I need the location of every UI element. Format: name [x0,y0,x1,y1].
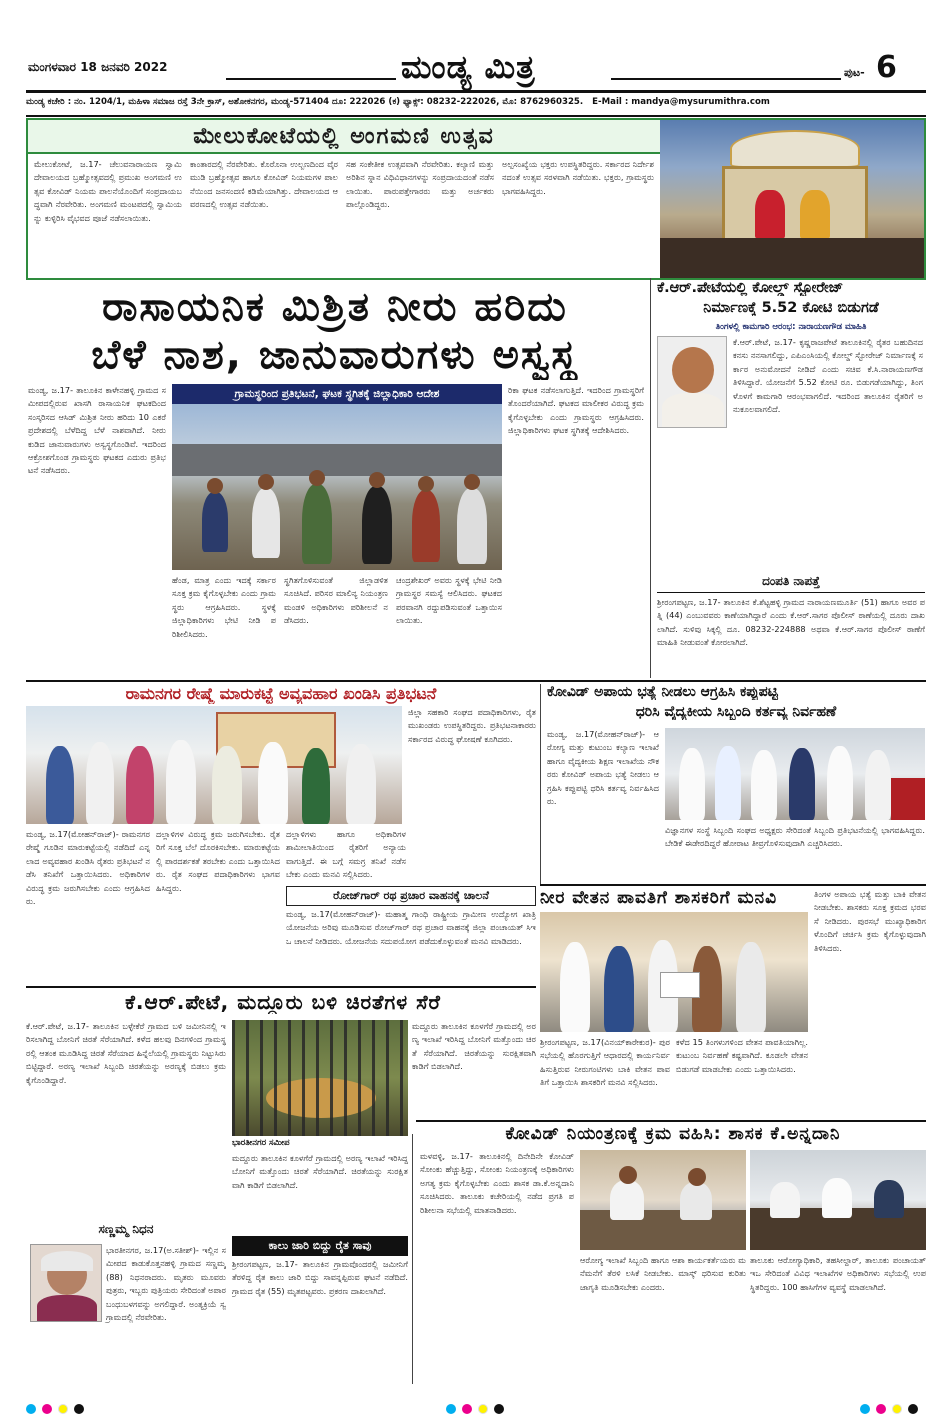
cold-storage-headline-2: ನಿರ್ಮಾಣಕ್ಕೆ 5.52 ಕೋಟಿ ಬಿಡುಗಡೆ [703,300,879,316]
registration-dot [26,1404,36,1414]
ramanagara-col-3: ದಲ್ಲಾಳಿಗಳು ಹಾಗೂ ಅಧಿಕಾರಿಗಳ ಶಾಮೀಲಾತಿಯಿಂದ ರೈತರಿಗೆ ಅನ್ಯಾಯವಾಗುತ್ತಿದೆ. ಈ ಬಗ್ಗೆ ಸಮಗ್ರ ತನಿಖೆ ನಡೆಸಬೇಕು ಎಂದು ಮನವಿ ಸಲ್ಲಿಸಿದರು. [286,829,406,880]
paper-name: ಮಂಡ್ಯ ಮಿತ್ರ [401,48,536,86]
registration-dot [446,1404,456,1414]
covid-staff-col-1: ಮಂಡ್ಯ, ಜ.17(ಮೋಹನ್‌ರಾಜ್)- ಆರೋಗ್ಯ ಮತ್ತು ಕುಟುಂಬ ಕಲ್ಯಾಣ ಇಲಾಖೆ ಹಾಗೂ ವೈದ್ಯಕೀಯ ಶಿಕ್ಷಣ ಇಲಾಖೆಯ ನೌಕರರು ಕೋವಿಡ್ ಅಪಾಯ ಭತ್ಯೆ ನೀಡಲು ಆಗ್ರಹಿಸಿ ಕಪ್ಪುಪಟ್ಟಿ ಧರಿಸಿ ಕರ್ತವ್ಯ ನಿರ್ವಹಿಸಿದರು. [547,729,659,807]
caged-leopard-photo [232,1020,408,1136]
leopard-body: ಕೆ.ಆರ್.ಪೇಟೆ, ಜ.17- ತಾಲೂಕಿನ ಬಳ್ಳೇಕೆರೆ ಗ್ರಾಮದ ಬಳಿ ಜಮೀನಿನಲ್ಲಿ ಇರಿಸಲಾಗಿದ್ದ ಬೋನಿಗೆ ಚಿರತೆ ಸೆರೆಯಾಗಿದೆ. ಕಳೆದ ಹಲವು ದಿನಗಳಿಂದ ಗ್ರಾಮಸ್ಥರಲ್ಲಿ ಆತಂಕ ಮೂಡಿಸಿದ್ದ ಚಿರತೆ ಸೆರೆಯಾದ ಹಿನ್ನೆಲೆಯಲ್ಲಿ ಗ್ರಾಮಸ್ಥರು ನಿಟ್ಟುಸಿರು ಬಿಟ್ಟಿದ್ದಾರೆ. ಅರಣ್ಯ ಇಲಾಖೆ ಸಿಬ್ಬಂದಿ ಚಿರತೆಯನ್ನು ಅರಣ್ಯಕ್ಕೆ ಬಿಡಲು ಕ್ರಮ ಕೈಗೊಂಡಿದ್ದಾರೆ. [26,1021,226,1085]
covid-staff-article [540,684,926,884]
masthead [26,20,926,100]
registration-dot [74,1404,84,1414]
issue-date: ಮಂಗಳವಾರ 18 ಜನವರಿ 2022 [28,60,168,74]
registration-marks-right [860,1404,918,1414]
office-address-line [26,97,926,115]
registration-dot [876,1404,886,1414]
registration-dot [42,1404,52,1414]
registration-dot [860,1404,870,1414]
protest-crowd-photo [172,404,502,570]
mla-meeting-photo-1 [580,1150,746,1250]
ramanagara-col-1: ಮಂಡ್ಯ, ಜ.17(ಮೋಹನ್‌ರಾಜ್)- ರಾಮನಗರ ರೇಷ್ಮೆ ಗೂಡಿನ ಮಾರುಕಟ್ಟೆಯಲ್ಲಿ ನಡೆದಿದೆ ಎನ್ನಲಾದ ಅವ್ಯವಹಾರ ಖಂಡಿಸಿ ರೈತರು ಪ್ರತಿಭಟನೆ ನಡೆಸಿ ತನಿಖೆಗೆ ಒತ್ತಾಯಿಸಿದರು. ಅಧಿಕಾರಿಗಳ ವಿರುದ್ಧ ಕ್ರಮ ಜರುಗಿಸಬೇಕು ಎಂದು ಆಗ್ರಹಿಸಿದರು. [26,829,150,907]
couple-missing-headline: ದಂಪತಿ ನಾಪತ್ತೆ [762,574,820,588]
ramanagara-headline: ರಾಮನಗರ ರೇಷ್ಮೆ ಮಾರುಕಟ್ಟೆ ಅವ್ಯವಹಾರ ಖಂಡಿಸಿ ಪ್ರತಿಭಟನೆ [125,684,437,703]
registration-dot [58,1404,68,1414]
melukote-headline: ಮೇಲುಕೋಟೆಯಲ್ಲಿ ಅಂಗಮಣಿ ಉತ್ಸವ [193,123,495,149]
leopard-col-3: ಮದ್ದೂರು ತಾಲೂಕಿನ ಕೂಳಗೆರೆ ಗ್ರಾಮದಲ್ಲಿ ಅರಣ್ಯ ಇಲಾಖೆ ಇರಿಸಿದ್ದ ಬೋನಿಗೆ ಮತ್ತೊಂದು ಚಿರತೆ ಸೆರೆಯಾಗಿದೆ. ಚಿರತೆಯನ್ನು ಸುರಕ್ಷಿತವಾಗಿ ಕಾಡಿಗೆ ಬಿಡಲಾಗಿದೆ. [232,1153,408,1190]
ramanagara-col-4: ಜಿಲ್ಲಾ ಸಹಕಾರಿ ಸಂಘದ ಪದಾಧಿಕಾರಿಗಳು, ರೈತ ಮುಖಂಡರು ಉಪಸ್ಥಿತರಿದ್ದರು. ಪ್ರತಿಭಟನಾಕಾರರು ಸರ್ಕಾರದ ವಿರುದ್ಧ ಘೋಷಣೆ ಕೂಗಿದರು. [408,707,536,744]
chemical-col-low-1: ಹೆಂಡ, ಮಾತ್ರ ಎಂದು ಇದಕ್ಕೆ ಸರ್ಕಾರ ಸೂಕ್ತ ಕ್ರಮ ಕೈಗೊಳ್ಳಬೇಕು ಎಂದು ಗ್ರಾಮಸ್ಥರು ಆಗ್ರಹಿಸಿದರು. ಸ್ಥಳಕ್ಕೆ ಜಿಲ್ಲಾಧಿಕಾರಿಗಳು ಭೇಟಿ ನೀಡಿ ಪರಿಶೀಲಿಸಿದರು. [172,575,276,639]
office-address: ಮಂಡ್ಯ ಕಚೇರಿ : ನಂ. 1204/1, ಮಹಿಳಾ ಸಮಾಜ ರಸ್ತೆ 3ನೇ ಕ್ರಾಸ್, ಅಶೋಕನಗರ, ಮಂಡ್ಯ-571404 ದೂ: 222026 (ಕ) ಫ್ಯಾಕ್ಸ್: 08232-222026, ಮೊ: 8762960325. [26,97,584,107]
farmer-death-bar [232,1236,408,1256]
registration-marks-left [26,1404,84,1414]
rozgar-headline: ರೋಜ್‌ಗಾರ್ ರಥ ಪ್ರಚಾರ ವಾಹನಕ್ಕೆ ಚಾಲನೆ [333,889,489,902]
cold-storage-headline-1: ಕೆ.ಆರ್.ಪೇಟೆಯಲ್ಲಿ ಕೋಲ್ಡ್ ಸ್ಟೋರೇಜ್ [657,280,844,296]
wage-headline: ನೀರ ವೇತನ ಪಾವತಿಗೆ ಶಾಸಕರಿಗೆ ಮನವಿ [540,888,778,908]
wage-col-2: ಕಳೆದ 15 ತಿಂಗಳುಗಳಿಂದ ವೇತನ ಪಾವತಿಯಾಗಿಲ್ಲ. ಕುಟುಂಬ ನಿರ್ವಹಣೆ ಕಷ್ಟವಾಗಿದೆ. ಕೂಡಲೇ ವೇತನ ಬಿಡುಗಡೆ ಮಾಡಬೇಕು ಎಂದು ಒತ್ತಾಯಿಸಿದರು. [676,1037,808,1074]
covid-control-headline: ಕೋವಿಡ್ ನಿಯಂತ್ರಣಕ್ಕೆ ಕ್ರಮ ವಹಿಸಿ: ಶಾಸಕ ಕೆ.ಅನ್ನದಾನಿ [505,1124,841,1144]
wage-col-1: ಶ್ರೀರಂಗಪಟ್ಟಣ, ಜ.17(ವಿನಯ್‌ಕಾರೇಕುರ)- ಪುರಸಭೆಯಲ್ಲಿ ಹೊರಗುತ್ತಿಗೆ ಆಧಾರದಲ್ಲಿ ಕಾರ್ಯನಿರ್ವಹಿಸುತ್ತಿರುವ ನೀರುಗಂಟಿಗಳು ಬಾಕಿ ವೇತನ ಪಾವತಿಗೆ ಒತ್ತಾಯಿಸಿ ಶಾಸಕರಿಗೆ ಮನವಿ ಸಲ್ಲಿಸಿದರು. [540,1037,670,1088]
covid-control-col-1: ಮಳವಳ್ಳಿ, ಜ.17- ತಾಲೂಕಿನಲ್ಲಿ ದಿನೇದಿನೇ ಕೋವಿಡ್ ಸೋಂಕು ಹೆಚ್ಚುತ್ತಿದ್ದು, ಸೋಂಕು ನಿಯಂತ್ರಣಕ್ಕೆ ಅಧಿಕಾರಿಗಳು ಅಗತ್ಯ ಕ್ರಮ ಕೈಗೊಳ್ಳಬೇಕು ಎಂದು ಶಾಸಕ ಡಾ.ಕೆ.ಅನ್ನದಾನಿ ಸೂಚಿಸಿದರು. ತಾಲೂಕು ಕಚೇರಿಯಲ್ಲಿ ನಡೆದ ಪ್ರಗತಿ ಪರಿಶೀಲನಾ ಸಭೆಯಲ್ಲಿ ಮಾತನಾಡಿದರು. [420,1151,574,1215]
mla-meeting-photo-2 [750,1150,926,1250]
covid-control-col-3: ತಾಲೂಕು ಆರೋಗ್ಯಾಧಿಕಾರಿ, ತಹಸೀಲ್ದಾರ್, ತಾಲೂಕು ಪಂಚಾಯತ್ ಇಒ ಸೇರಿದಂತೆ ವಿವಿಧ ಇಲಾಖೆಗಳ ಅಧಿಕಾರಿಗಳು ಸಭೆಯಲ್ಲಿ ಉಪಸ್ಥಿತರಿದ್ದರು. 100 ಹಾಸಿಗೆಗಳ ವ್ಯವಸ್ಥೆ ಮಾಡಲಾಗಿದೆ. [750,1255,926,1292]
melukote-col-4: ಅಲ್ಪಸಂಖ್ಯೆಯ ಭಕ್ತರು ಉಪಸ್ಥಿತರಿದ್ದರು. ಸರ್ಕಾರದ ನಿರ್ದೇಶನದಂತೆ ಉತ್ಸವ ಸರಳವಾಗಿ ನಡೆಯಿತು. ಭಕ್ತರು, ಗ್ರಾಮಸ್ಥರು ಭಾಗವಹಿಸಿದ್ದರು. [502,159,654,196]
chemical-subhead-text: ಗ್ರಾಮಸ್ಥರಿಂದ ಪ್ರತಿಭಟನೆ, ಘಟಕ ಸ್ಥಗಿತಕ್ಕೆ ಜಿಲ್ಲಾಧಿಕಾರಿ ಆದೇಶ [234,387,440,400]
melukote-col-2: ಕಾಂತಾರದಲ್ಲಿ ನೆರವೇರಿತು. ಕೊರೊನಾ ಉಲ್ಬಣದಿಂದ ವೈರಮುಡಿ ಬ್ರಹ್ಮೋತ್ಸವ ಹಾಗೂ ಕೋವಿಡ್ ನಿಯಮಗಳ ಪಾಲನೆಯಿಂದ ಜನಸಂದಣಿ ಕಡಿಮೆಯಾಗಿತ್ತು. ದೇವಾಲಯದ ಆವರಣದಲ್ಲಿ ಉತ್ಸವ ನಡೆಯಿತು. [190,159,338,210]
covid-staff-headline-1: ಕೋವಿಡ್ ಅಪಾಯ ಭತ್ಯೆ ನೀಡಲು ಆಗ್ರಹಿಸಿ ಕಪ್ಪುಪಟ್ಟಿ [547,684,778,700]
leopard-col-2: ಮದ್ದೂರು ತಾಲೂಕಿನ ಕೂಳಗೆರೆ ಗ್ರಾಮದಲ್ಲಿ ಅರಣ್ಯ ಇಲಾಖೆ ಇರಿಸಿದ್ದ ಬೋನಿಗೆ ಮತ್ತೊಂದು ಚಿರತೆ ಸೆರೆಯಾಗಿದೆ. ಚಿರತೆಯನ್ನು ಸುರಕ್ಷಿತವಾಗಿ ಕಾಡಿಗೆ ಬಿಡಲಾಗಿದೆ. [412,1021,536,1072]
leopard-headline: ಕೆ.ಆರ್.ಪೇಟೆ, ಮದ್ದೂರು ಬಳಿ ಚಿರತೆಗಳ ಸೆರೆ [125,990,441,1014]
couple-missing-body: ಶ್ರೀರಂಗಪಟ್ಟಣ, ಜ.17- ತಾಲೂಕಿನ ಕೆ.ಶೆಟ್ಟಹಳ್ಳಿ ಗ್ರಾಮದ ನಾರಾಯಣಮೂರ್ತಿ (51) ಹಾಗೂ ಅವರ ಪತ್ನಿ (44) ಎಂಬುವವರು ಕಾಣೆಯಾಗಿದ್ದಾರೆ ಎಂದು ಕೆ.ಆರ್.ಸಾಗರ ಪೊಲೀಸ್ ಠಾಣೆಯಲ್ಲಿ ದೂರು ದಾಖಲಾಗಿದೆ. ಸುಳಿವು ಸಿಕ್ಕಲ್ಲಿ ದೂ. 08232-224888 ಅಥವಾ ಕೆ.ಆರ್.ಸಾಗರ ಪೊಲೀಸ್ ಠಾಣೆಗೆ ಮಾಹಿತಿ ನೀಡುವಂತೆ ಕೋರಲಾಗಿದೆ. [657,597,925,648]
ramanagara-col-2: ದಲ್ಲಾಳಿಗಳ ವಿರುದ್ಧ ಕ್ರಮ ಜರುಗಿಸಬೇಕು. ರೈತರಿಗೆ ಸೂಕ್ತ ಬೆಲೆ ದೊರಕಿಸಬೇಕು. ಮಾರುಕಟ್ಟೆಯಲ್ಲಿ ಪಾರದರ್ಶಕತೆ ತರಬೇಕು ಎಂದು ಒತ್ತಾಯಿಸಿದರು. ರೈತ ಸಂಘದ ಪದಾಧಿಕಾರಿಗಳು ಭಾಗವಹಿಸಿದ್ದರು. [156,829,280,893]
covid-control-col-2: ಆರೋಗ್ಯ ಇಲಾಖೆ ಸಿಬ್ಬಂದಿ ಹಾಗೂ ಆಶಾ ಕಾರ್ಯಕರ್ತೆಯರು ಮನೆಮನೆಗೆ ತೆರಳಿ ಲಸಿಕೆ ನೀಡಬೇಕು. ಮಾಸ್ಕ್ ಧರಿಸುವ ಕುರಿತು ಜಾಗೃತಿ ಮೂಡಿಸಬೇಕು ಎಂದರು. [580,1255,746,1292]
obituary-headline: ಸಣ್ಣಮ್ಮ ನಿಧನ [98,1222,154,1236]
cold-storage-article [650,278,926,678]
registration-dot [908,1404,918,1414]
cold-storage-subhead: ತಿಂಗಳಲ್ಲಿ ಕಾಮಗಾರಿ ಆರಂಭ: ನಾರಾಯಣಗೌಡ ಮಾಹಿತಿ [715,322,867,332]
melukote-col-3: ಸಹ ಸಂಕೇತೀಕ ಉತ್ಸವವಾಗಿ ನೆರವೇರಿತು. ಕಲ್ಯಾಣಿ ಮತ್ತು ಅರಿಶಿನ ಸ್ನಾನ ವಿಧಿವಿಧಾನಗಳನ್ನು ಸಂಪ್ರದಾಯದಂತೆ ನಡೆಸಲಾಯಿತು. ಪಾರುಪತ್ತೇಗಾರರು ಮತ್ತು ಅರ್ಚಕರು ಪಾಲ್ಗೊಂಡಿದ್ದರು. [346,159,494,210]
covid-staff-col-2: ವಿಜ್ಞಾನಗಳ ಸಂಸ್ಥೆ ಸಿಬ್ಬಂದಿ ಸಂಘದ ಅಧ್ಯಕ್ಷರು ಸೇರಿದಂತೆ ಸಿಬ್ಬಂದಿ ಪ್ರತಿಭಟನೆಯಲ್ಲಿ ಭಾಗವಹಿಸಿದ್ದರು. ಬೇಡಿಕೆ ಈಡೇರದಿದ್ದರೆ ಹೋರಾಟ ತೀವ್ರಗೊಳಿಸುವುದಾಗಿ ಎಚ್ಚರಿಸಿದರು. [665,825,925,849]
chemical-col-4: ರಿಕಾ ಘಟಕ ನಡೆಸಲಾಗುತ್ತಿದೆ. ಇದರಿಂದ ಗ್ರಾಮಸ್ಥರಿಗೆ ತೊಂದರೆಯಾಗಿದೆ. ಘಟಕದ ಮಾಲೀಕರ ವಿರುದ್ಧ ಕ್ರಮ ಕೈಗೊಳ್ಳಬೇಕು ಎಂದು ಗ್ರಾಮಸ್ಥರು ಆಗ್ರಹಿಸಿದರು. ಜಿಲ್ಲಾಧಿಕಾರಿಗಳು ಘಟಕ ಸ್ಥಗಿತಕ್ಕೆ ಆದೇಶಿಸಿದರು. [508,385,644,436]
office-email: E-Mail : mandya@mysurumithra.com [592,97,770,107]
medical-staff-photo [665,728,925,820]
chemical-col-1: ಮಂಡ್ಯ, ಜ.17- ತಾಲೂಕಿನ ಕಾಳೇನಹಳ್ಳಿ ಗ್ರಾಮದ ಸಮೀಪದಲ್ಲಿರುವ ಖಾಸಗಿ ರಾಸಾಯನಿಕ ಘಟಕದಿಂದ ಸಂಸ್ಕರಿಸದ ಆಸಿಡ್ ಮಿಶ್ರಿತ ನೀರು ಹರಿದು 10 ಎಕರೆ ಪ್ರದೇಶದಲ್ಲಿ ಬೆಳೆದಿದ್ದ ಬೆಳೆ ನಾಶವಾಗಿದೆ. ನೀರು ಕುಡಿದ ಜಾನುವಾರುಗಳು ಅಸ್ವಸ್ಥಗೊಂಡಿವೆ. ಇದರಿಂದ ಆಕ್ರೋಶಗೊಂಡ ಗ್ರಾಮಸ್ಥರು ಘಟಕದ ಎದುರು ಪ್ರತಿಭಟನೆ ನಡೆಸಿದರು. [28,385,166,476]
melukote-article [26,118,926,280]
registration-dot [462,1404,472,1414]
cold-storage-body: ಕೆ.ಆರ್.ಪೇಟೆ, ಜ.17- ಕೃಷ್ಣರಾಜಪೇಟೆ ತಾಲೂಕಿನಲ್ಲಿ ರೈತರ ಬಹುದಿನದ ಕನಸು ನನಸಾಗಲಿದ್ದು, ಎಪಿಎಂಸಿಯಲ್ಲಿ ಕೋಲ್ಡ್ ಸ್ಟೋರೇಜ್ ನಿರ್ಮಾಣಕ್ಕೆ ಸರ್ಕಾರ ಅನುಮೋದನೆ ನೀಡಿದೆ ಎಂದು ಸಚಿವ ಕೆ.ಸಿ.ನಾರಾಯಣಗೌಡ ತಿಳಿಸಿದ್ದಾರೆ. ಯೋಜನೆಗೆ 5.52 ಕೋಟಿ ರೂ. ಬಿಡುಗಡೆಯಾಗಿದ್ದು, ತಿಂಗಳೊಳಗೆ ಕಾಮಗಾರಿ ಆರಂಭವಾಗಲಿದೆ. ಇದರಿಂದ ತಾಲೂಕಿನ ರೈತರಿಗೆ ಅನುಕೂಲವಾಗಲಿದೆ. [733,337,923,415]
page-number: 6 [876,50,897,85]
melukote-col-1: ಮೇಲುಕೋಟೆ, ಜ.17- ಚೆಲುವನಾರಾಯಣ ಸ್ವಾಮಿ ದೇವಾಲಯದ ಬ್ರಹ್ಮೋತ್ಸವದಲ್ಲಿ ಪ್ರಮುಖ ಅಂಗಮಣಿ ಉತ್ಸವ ಕೋವಿಡ್ ನಿಯಮ ಪಾಲನೆಯೊಂದಿಗೆ ಸಂಪ್ರದಾಯಬದ್ಧವಾಗಿ ನೆರವೇರಿತು. ಅಂಗಮಣಿ ಮಂಟಪದಲ್ಲಿ ಸ್ವಾಮಿಯನ್ನು ಕುಳ್ಳಿರಿಸಿ ವೈಭವದ ಪೂಜೆ ನಡೆಸಲಾಯಿತು. [34,159,182,223]
memorandum-photo [540,912,808,1032]
rozgar-body: ಮಂಡ್ಯ, ಜ.17(ಮೋಹನ್‌ರಾಜ್)- ಮಹಾತ್ಮ ಗಾಂಧಿ ರಾಷ್ಟ್ರೀಯ ಗ್ರಾಮೀಣ ಉದ್ಯೋಗ ಖಾತ್ರಿ ಯೋಜನೆಯ ಅರಿವು ಮೂಡಿಸುವ ರೋಜ್‌ಗಾರ್ ರಥ ಪ್ರಚಾರ ವಾಹನಕ್ಕೆ ಜಿಲ್ಲಾ ಪಂಚಾಯತ್ ಸಿಇಒ ಚಾಲನೆ ನೀಡಿದರು. ಯೋಜನೆಯ ಸದುಪಯೋಗ ಪಡೆದುಕೊಳ್ಳುವಂತೆ ಮನವಿ ಮಾಡಿದರು. [286,909,536,946]
sericulture-protest-photo [26,706,402,824]
chemical-headline-line-1: ರಾಸಾಯನಿಕ ಮಿಶ್ರಿತ ನೀರು ಹರಿದು [102,284,568,330]
chemical-col-low-3: ಚಂದ್ರಶೇಖರ್ ಅವರು ಸ್ಥಳಕ್ಕೆ ಭೇಟಿ ನೀಡಿ ಗ್ರಾಮಸ್ಥರ ಸಮಸ್ಯೆ ಆಲಿಸಿದರು. ಘಟಕದ ಪರವಾನಗಿ ರದ್ದುಪಡಿಸುವಂತೆ ಒತ್ತಾಯಿಸಲಾಯಿತು. [396,575,502,626]
chemical-headline-line-2: ಬೆಳೆ ನಾಶ, ಜಾನುವಾರುಗಳು ಅಸ್ವಸ್ಥ [91,332,579,378]
leopard-caption: ಭಾರತೀನಗರ ಸಮೀಪ [232,1138,290,1148]
chemical-subhead [172,384,502,404]
registration-dot [494,1404,504,1414]
registration-dot [478,1404,488,1414]
farmer-death-headline: ಕಾಲು ಜಾರಿ ಬಿದ್ದು ರೈತ ಸಾವು [268,1239,372,1252]
covid-staff-headline-2: ಧರಿಸಿ ವೈದ್ಯಕೀಯ ಸಿಬ್ಬಂದಿ ಕರ್ತವ್ಯ ನಿರ್ವಹಣೆ [635,704,837,720]
rozgar-headline-bar [286,886,536,906]
farmer-death-body: ಶ್ರೀರಂಗಪಟ್ಟಣ, ಜ.17- ತಾಲೂಕಿನ ಗ್ರಾಮವೊಂದರಲ್ಲಿ ಜಮೀನಿಗೆ ತೆರಳಿದ್ದ ರೈತ ಕಾಲು ಜಾರಿ ಬಿದ್ದು ಸಾವನ್ನಪ್ಪಿರುವ ಘಟನೆ ನಡೆದಿದೆ. ಗ್ರಾಮದ ರೈತ (55) ಮೃತಪಟ್ಟವರು. ಪ್ರಕರಣ ದಾಖಲಾಗಿದೆ. [232,1259,408,1296]
wage-col-3: ತಿಂಗಳ ಅಪಾಯ ಭತ್ಯೆ ಮತ್ತು ಬಾಕಿ ವೇತನ ನೀಡಬೇಕು. ಶಾಸಕರು ಸೂಕ್ತ ಕ್ರಮದ ಭರವಸೆ ನೀಡಿದರು. ಪುರಸಭೆ ಮುಖ್ಯಾಧಿಕಾರಿಗಳೊಂದಿಗೆ ಚರ್ಚಿಸಿ ಕ್ರಮ ಕೈಗೊಳ್ಳುವುದಾಗಿ ತಿಳಿಸಿದರು. [814,889,926,953]
page-label: ಪುಟ- [844,66,865,79]
obituary-body: ಭಾರತೀನಗರ, ಜ.17(ಅ.ಸತೀಶ್)- ಇಲ್ಲಿನ ಸಮೀಪದ ಕಾಡುಕೊತ್ತನಹಳ್ಳಿ ಗ್ರಾಮದ ಸಣ್ಣಮ್ಮ (88) ನಿಧನರಾದರು. ಮೃತರು ಮೂವರು ಪುತ್ರರು, ಇಬ್ಬರು ಪುತ್ರಿಯರು ಸೇರಿದಂತೆ ಅಪಾರ ಬಂಧುಬಳಗವನ್ನು ಅಗಲಿದ್ದಾರೆ. ಅಂತ್ಯಕ್ರಿಯೆ ಸ್ವಗ್ರಾಮದಲ್ಲಿ ನೆರವೇರಿತು. [106,1245,226,1323]
melukote-headline-band [28,120,660,154]
registration-marks-center [446,1404,504,1414]
minister-portrait [657,336,727,428]
temple-procession-photo [660,120,924,278]
registration-dot [892,1404,902,1414]
chemical-col-low-2: ಸ್ಥಗಿತಗೊಳಿಸುವಂತೆ ಜಿಲ್ಲಾಡಳಿತ ಸೂಚಿಸಿದೆ. ಪರಿಸರ ಮಾಲಿನ್ಯ ನಿಯಂತ್ರಣ ಮಂಡಳಿ ಅಧಿಕಾರಿಗಳು ಪರಿಶೀಲನೆ ನಡೆಸಿದರು. [284,575,388,626]
